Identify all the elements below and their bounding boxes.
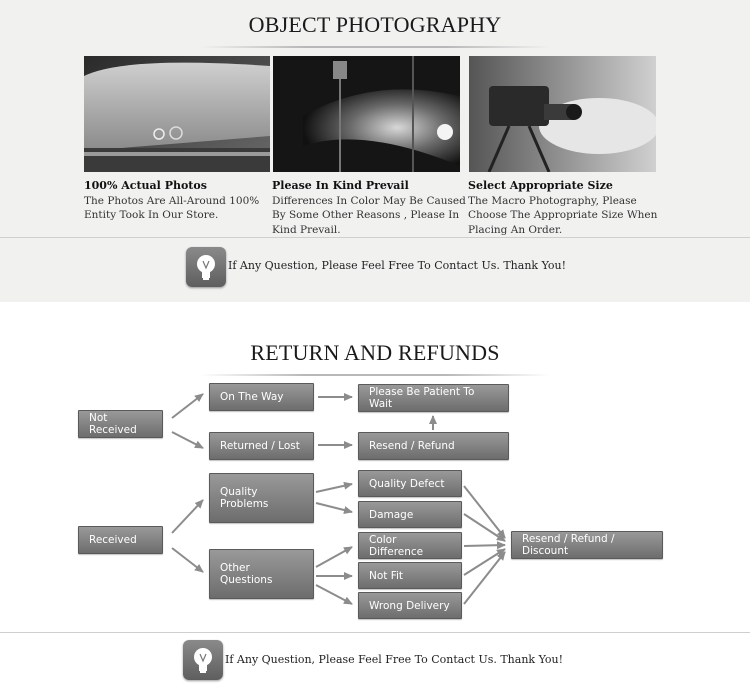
other-questions-box: Other Questions — [209, 549, 314, 599]
please-be-patient-box: Please Be Patient To Wait — [358, 384, 509, 412]
not-fit-box: Not Fit — [358, 562, 462, 589]
caption-heading: 100% Actual Photos — [84, 179, 207, 192]
caption-line: The Photos Are All-Around 100% — [84, 194, 260, 207]
returned-lost-box: Returned / Lost — [209, 432, 314, 460]
caption-line: Placing An Order. — [468, 223, 563, 236]
received-box: Received — [78, 526, 163, 554]
not-received-box: Not Received — [78, 410, 163, 438]
resend-refund-box: Resend / Refund — [358, 432, 509, 460]
wrong-delivery-box: Wrong Delivery — [358, 592, 462, 619]
section-divider — [0, 632, 750, 633]
return-refunds-title: RETURN AND REFUNDS — [250, 340, 500, 365]
caption-line: The Macro Photography, Please — [468, 194, 637, 207]
damage-box: Damage — [358, 501, 462, 528]
caption-line: By Some Other Reasons , Please In — [272, 209, 460, 221]
object-photography-title: OBJECT PHOTOGRAPHY — [248, 12, 502, 37]
caption-line: Differences In Color May Be Caused — [272, 194, 466, 207]
lightbulb-icon — [183, 640, 223, 680]
contact-message: If Any Question, Please Feel Free To Contact Us. Thank You! — [225, 653, 564, 666]
on-the-way-box: On The Way — [209, 383, 314, 411]
quality-defect-box: Quality Defect — [358, 470, 462, 497]
caption-heading: Please In Kind Prevail — [272, 179, 409, 192]
quality-problems-box: Quality Problems — [209, 473, 314, 523]
color-difference-box: Color Difference — [358, 532, 462, 559]
resend-refund-discount-box: Resend / Refund / Discount — [511, 531, 663, 559]
caption-line: Entity Took In Our Store. — [84, 209, 219, 221]
contact-message: If Any Question, Please Feel Free To Contact Us. Thank You! — [228, 259, 567, 272]
caption-line: Kind Prevail. — [272, 223, 341, 236]
caption-line: Choose The Appropriate Size When — [468, 209, 658, 221]
caption-heading: Select Appropriate Size — [468, 179, 613, 192]
